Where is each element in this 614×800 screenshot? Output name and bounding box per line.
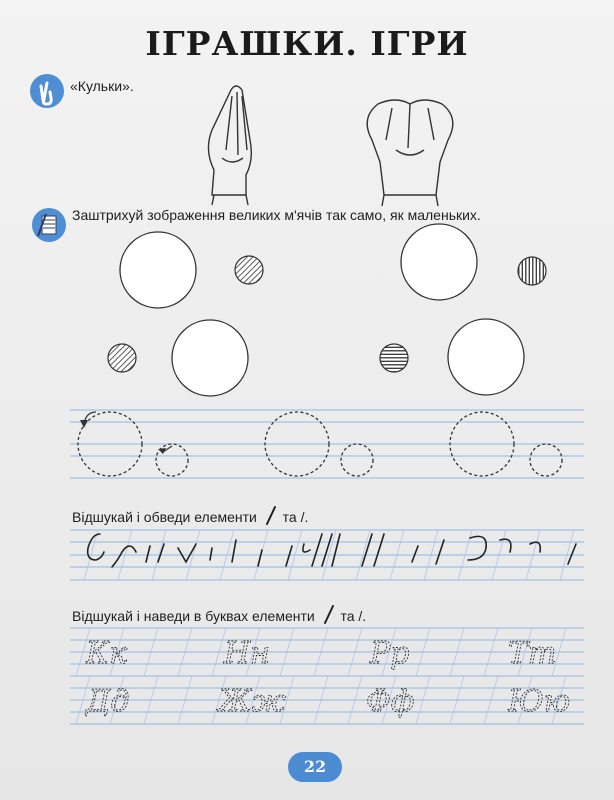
letters-k: Кк (86, 636, 128, 671)
letters-zh: Жж (218, 684, 286, 719)
trace-text-after: та /. (282, 509, 309, 525)
letters-r: Рр (370, 636, 410, 671)
letters-f: Фф (366, 684, 415, 719)
letters-yu: Юю (508, 684, 571, 719)
trace-text-before: Відшукай і обведи елементи (72, 509, 257, 525)
page-title: ІГРАШКИ. ІГРИ (145, 24, 469, 63)
letters-d: Дд (86, 684, 130, 719)
letter-text-after: та /. (340, 608, 367, 624)
letter-text-before: Відшукай і наведи в буквах елементи (72, 608, 315, 624)
letters-n: Нн (224, 636, 270, 671)
page-number-badge: 22 (288, 752, 342, 782)
letters-t: Тт (508, 636, 557, 671)
task-shading-text: Заштрихуй зображення великих м'ячів так само, як маленьких. (72, 207, 481, 223)
task-game-text: «Кульки». (70, 78, 134, 94)
